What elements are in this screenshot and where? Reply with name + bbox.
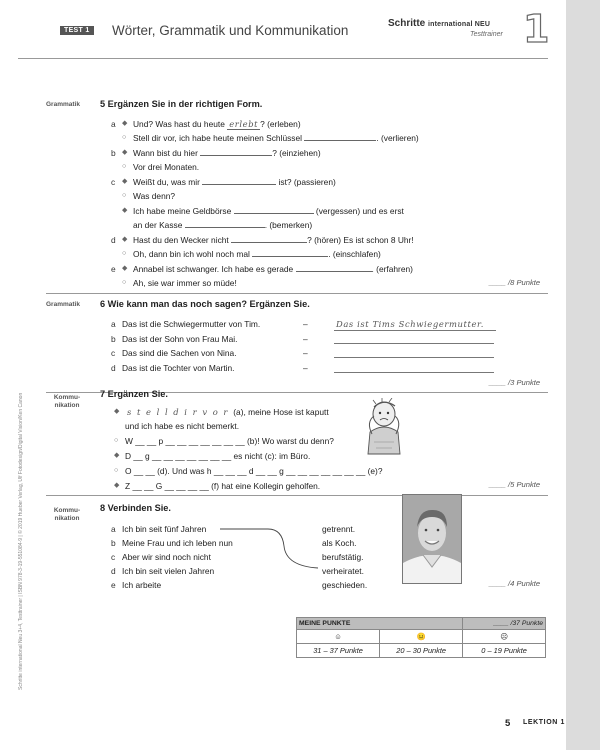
score-header-row [297, 618, 546, 630]
ex7-text-rest: (a), meine Hose ist kaputt [233, 407, 329, 417]
ex8-points: ____ /4 Punkte [489, 579, 541, 588]
score-face-row [297, 630, 546, 644]
ex8-letter: b [111, 538, 116, 548]
ex6-letter: a [111, 319, 116, 329]
ex7-points: ____ /5 Punkte [489, 480, 541, 489]
score-range-row [297, 644, 546, 658]
ex5-text-pre: Was denn? [133, 191, 176, 201]
ex5-answer-example: erlebt [229, 119, 259, 129]
diamond-icon: ◆ [122, 207, 128, 214]
page-title: Wörter, Grammatik und Kommunikation [112, 23, 349, 38]
circle-icon: ○ [114, 437, 119, 444]
score-range: 20 – 30 Punkte [380, 644, 463, 658]
diamond-icon: ◆ [114, 452, 120, 459]
answer-line[interactable] [334, 372, 494, 373]
ex6-letter: b [111, 334, 116, 344]
ex5-divider [46, 293, 548, 294]
ex6-letter: c [111, 348, 116, 358]
diamond-icon: ◆ [122, 236, 128, 243]
ex5-text [133, 248, 381, 260]
dash: – [303, 334, 308, 344]
ex5-text [133, 176, 336, 188]
answer-line[interactable] [334, 357, 494, 358]
ex7-text: und ich habe es nicht bemerkt. [125, 421, 240, 431]
answer-blank[interactable] [231, 234, 307, 243]
ex5-text-pre: Ah, sie war immer so müde! [133, 278, 237, 288]
ex5-text-pre: Hast du den Wecker nicht [133, 235, 229, 245]
answer-blank[interactable] [304, 132, 376, 141]
ex5-letter: a [111, 119, 116, 129]
answer-blank[interactable] [296, 263, 372, 272]
ex6-points: ____ /3 Punkte [489, 378, 541, 387]
ex6-text: Das sind die Sachen von Nina. [122, 348, 237, 358]
ex6-title: 6 Wie kann man das noch sagen? Ergänzen Sie. [100, 299, 310, 309]
ex5-text-pre: Oh, dann bin ich wohl noch mal [133, 249, 250, 259]
diamond-icon: ◆ [122, 178, 128, 185]
ex8-example-connector-line [218, 526, 322, 576]
ex7-text[interactable]: D __ g __ __ __ __ __ __ __ es nicht (c): im Büro. [125, 451, 311, 461]
ex8-right-item[interactable]: verheiratet. [322, 566, 364, 576]
ex8-left-text: Ich arbeite [122, 580, 162, 590]
ex7-title: 7 Ergänzen Sie. [100, 389, 168, 399]
circle-icon: ○ [122, 192, 127, 199]
worried-man-illustration [362, 398, 408, 456]
ex5-text-pre: Ich habe meine Geldbörse [133, 206, 232, 216]
ex7-text [125, 406, 329, 418]
circle-icon: ○ [122, 250, 127, 257]
ex8-left-text: Meine Frau und ich leben nun [122, 538, 233, 548]
ex5-text [133, 161, 199, 173]
circle-icon: ○ [122, 134, 127, 141]
ex5-text [133, 147, 321, 159]
answer-line[interactable] [334, 343, 494, 344]
ex8-section-label: Kommu- nikation [53, 507, 81, 522]
ex5-text-post: ? (erleben) [260, 119, 301, 129]
ex5-text-pre: Wann bist du hier [133, 148, 198, 158]
ex8-left-text: Ich bin seit fünf Jahren [122, 524, 207, 534]
ex5-letter: b [111, 148, 116, 158]
dash: – [303, 348, 308, 358]
brand-small: international NEU [428, 21, 491, 28]
ex6-section-label: Grammatik [46, 301, 80, 308]
ex5-text-post: . (erfahren) [371, 264, 413, 274]
ex5-text-pre: Annabel ist schwanger. Ich habe es gerade [133, 264, 294, 274]
ex8-title: 8 Verbinden Sie. [100, 503, 171, 513]
header-divider [18, 58, 548, 59]
diamond-icon: ◆ [114, 408, 120, 415]
ex5-letter: c [111, 177, 116, 187]
ex5-text [133, 132, 419, 144]
ex8-letter: e [111, 580, 116, 590]
answer-blank[interactable] [252, 248, 328, 257]
ex8-right-item[interactable]: getrennt. [322, 524, 356, 534]
circle-icon: ○ [114, 467, 119, 474]
ex5-text-pre: an der Kasse [133, 220, 183, 230]
circle-icon: ○ [122, 279, 127, 286]
ex5-text [133, 205, 404, 217]
diamond-icon: ◆ [122, 265, 128, 272]
lesson-label: LEKTION 1 [523, 719, 565, 726]
ex5-text-pre: Weißt du, was mir [133, 177, 200, 187]
ex7-text[interactable]: Z __ __ G __ __ __ __ (f) hat eine Kollegin geholfen. [125, 481, 321, 491]
ex8-left-text: Aber wir sind noch nicht [122, 552, 211, 562]
brand-title [388, 18, 490, 29]
answer-blank[interactable] [200, 147, 272, 156]
ex5-text-post: ? (hören) Es ist schon 8 Uhr! [307, 235, 414, 245]
test-badge: TEST 1 [60, 26, 94, 35]
answer-blank[interactable] [234, 205, 314, 214]
ex7-answer-example: s t e l l d i r v o r [127, 407, 229, 417]
man-portrait-photo [402, 494, 462, 584]
ex8-right-item[interactable]: als Koch. [322, 538, 357, 548]
ex7-section-label: Kommu- nikation [53, 394, 81, 409]
ex5-text-pre: Und? Was hast du heute [133, 119, 225, 129]
ex5-letter: e [111, 264, 116, 274]
ex8-letter: c [111, 552, 116, 562]
diamond-icon: ◆ [114, 482, 120, 489]
ex5-text [133, 118, 301, 130]
answer-blank[interactable] [185, 219, 265, 228]
diamond-icon: ◆ [122, 120, 128, 127]
ex5-text [133, 277, 237, 289]
ex6-text: Das ist der Sohn von Frau Mai. [122, 334, 238, 344]
ex5-title: 5 Ergänzen Sie in der richtigen Form. [100, 99, 263, 109]
ex5-text-post: . (bemerken) [264, 220, 313, 230]
ex8-right-item[interactable]: geschieden. [322, 580, 368, 590]
ex5-text-post: ist? (passieren) [278, 177, 336, 187]
brand-main: Schritte [388, 18, 426, 29]
score-range: 0 – 19 Punkte [463, 644, 546, 658]
ex6-text: Das ist die Schwiegermutter von Tim. [122, 319, 261, 329]
answer-blank[interactable] [202, 176, 276, 185]
ex5-text [133, 263, 413, 275]
ex5-text-pre: Vor drei Monaten. [133, 162, 200, 172]
ex8-right-item[interactable]: berufstätig. [322, 552, 364, 562]
unit-number: 1 [523, 7, 550, 51]
dash: – [303, 363, 308, 373]
copyright-side-text: Schritte international Neu 3+4, Testtrainer | ISBN 978-3-19-551084-9 | © 2019 Hueber Verlag, Ulf Fotodesign/Digital Vision/Ken Canon [18, 392, 24, 690]
diamond-icon: ◆ [122, 149, 128, 156]
page-number: 5 [505, 718, 511, 729]
ex5-letter: d [111, 235, 116, 245]
circle-icon: ○ [122, 163, 127, 170]
ex6-letter: d [111, 363, 116, 373]
score-table [296, 617, 546, 658]
ex5-text-pre: Stell dir vor, ich habe heute meinen Schlüssel [133, 133, 302, 143]
ex5-text [133, 234, 414, 246]
score-total: ____ /37 Punkte [463, 618, 546, 630]
ex5-text-post: ? (einziehen) [272, 148, 321, 158]
dash: – [303, 319, 308, 329]
man-portrait-image [403, 495, 461, 583]
ex5-text-post: (vergessen) und es erst [315, 206, 404, 216]
ex6-text: Das ist die Tochter von Martin. [122, 363, 235, 373]
ex5-text-post: . (verlieren) [376, 133, 419, 143]
ex8-letter: a [111, 524, 116, 534]
ex5-text-post: . (einschlafen) [328, 249, 381, 259]
ex6-answer-example: Das ist Tims Schwiegermutter. [334, 318, 496, 331]
score-range: 31 – 37 Punkte [297, 644, 380, 658]
score-heading: MEINE PUNKTE [297, 618, 463, 630]
page-edge-strip [566, 0, 600, 750]
sad-face-icon: ☹ [463, 630, 546, 644]
ex7-text[interactable]: W __ __ p __ __ __ __ __ __ __ (b)! Wo warst du denn? [125, 436, 334, 446]
ex7-text[interactable]: O __ __ (d). Und was h __ __ __ d __ __ g __ __ __ __ __ __ __ (e)? [125, 466, 383, 476]
ex5-section-label: Grammatik [46, 101, 80, 108]
ex5-text [133, 190, 175, 202]
happy-face-icon: ☺ [297, 630, 380, 644]
ex5-text [133, 219, 312, 231]
ex5-points: ____ /8 Punkte [489, 278, 541, 287]
ex8-letter: d [111, 566, 116, 576]
ex7-divider [46, 495, 548, 496]
ex8-left-text: Ich bin seit vielen Jahren [122, 566, 215, 576]
brand-subtitle: Testtrainer [470, 31, 503, 38]
neutral-face-icon: 😐 [380, 630, 463, 644]
